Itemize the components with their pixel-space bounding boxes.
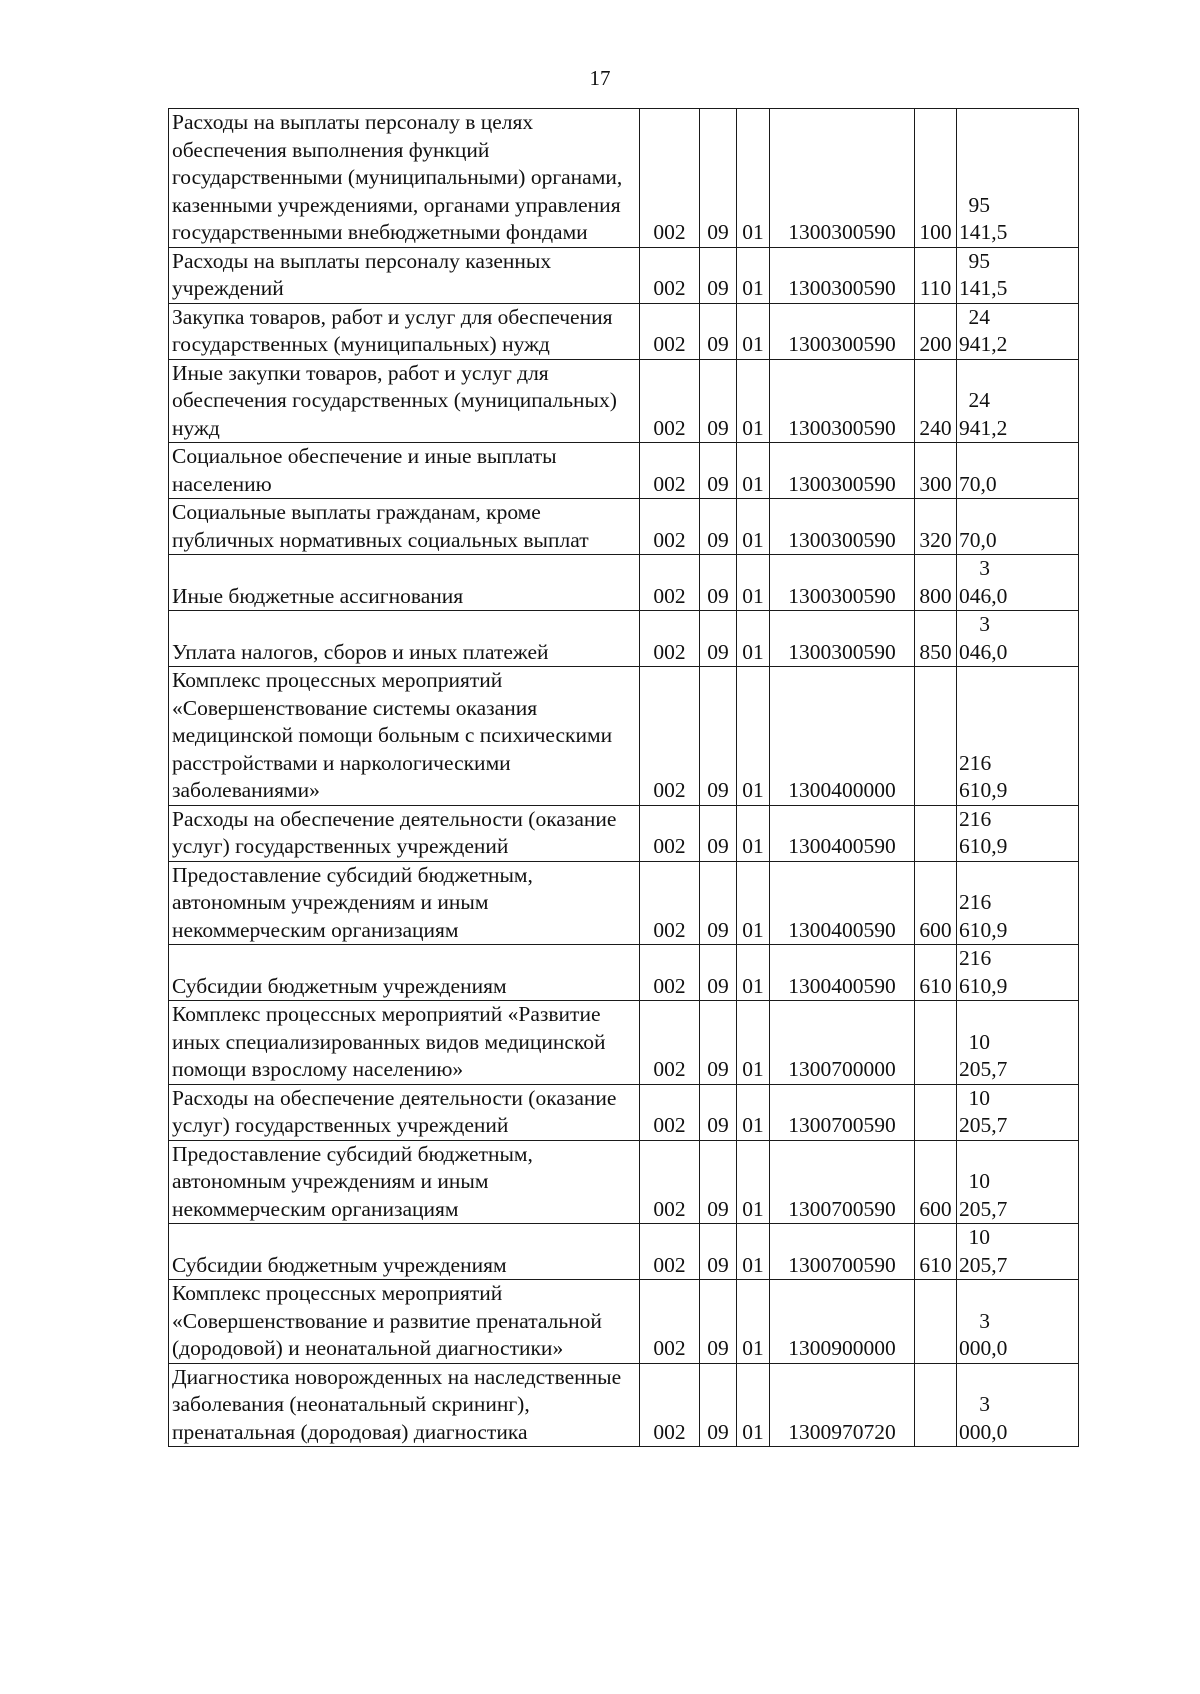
table-row bbox=[169, 1084, 1079, 1140]
row-gr: 002 bbox=[640, 1084, 700, 1140]
row-sum: 3 046,0 bbox=[957, 555, 1079, 611]
row-rz: 09 bbox=[700, 499, 737, 555]
row-cs: 1300400590 bbox=[770, 805, 915, 861]
row-name: Иные бюджетные ассигнования bbox=[169, 555, 640, 611]
row-rz: 09 bbox=[700, 1001, 737, 1085]
row-vr: 850 bbox=[915, 611, 957, 667]
row-gr: 002 bbox=[640, 359, 700, 443]
row-sum: 10 205,7 bbox=[957, 1224, 1079, 1280]
row-pr: 01 bbox=[737, 109, 770, 248]
table-row bbox=[169, 667, 1079, 806]
row-cs: 1300300590 bbox=[770, 611, 915, 667]
row-cs: 1300900000 bbox=[770, 1280, 915, 1364]
row-sum: 3 046,0 bbox=[957, 611, 1079, 667]
row-name: Комплекс процессных мероприятий «Совершенствование и развитие пренатальной (дородовой) и неонатальной диагностики» bbox=[169, 1280, 640, 1364]
row-vr bbox=[915, 1363, 957, 1447]
row-vr bbox=[915, 667, 957, 806]
table-row bbox=[169, 611, 1079, 667]
row-name: Диагностика новорожденных на наследственные заболевания (неонатальный скрининг), пренатальная (дородовая) диагностика bbox=[169, 1363, 640, 1447]
table-row bbox=[169, 1001, 1079, 1085]
row-rz: 09 bbox=[700, 359, 737, 443]
row-rz: 09 bbox=[700, 861, 737, 945]
row-sum: 216 610,9 bbox=[957, 805, 1079, 861]
row-name: Предоставление субсидий бюджетным, автономным учреждениям и иным некоммерческим организациям bbox=[169, 1140, 640, 1224]
row-sum: 10 205,7 bbox=[957, 1140, 1079, 1224]
row-vr bbox=[915, 1084, 957, 1140]
table-row bbox=[169, 861, 1079, 945]
row-gr: 002 bbox=[640, 945, 700, 1001]
row-cs: 1300700000 bbox=[770, 1001, 915, 1085]
row-rz: 09 bbox=[700, 443, 737, 499]
row-name: Расходы на обеспечение деятельности (оказание услуг) государственных учреждений bbox=[169, 805, 640, 861]
row-name: Социальные выплаты гражданам, кроме публичных нормативных социальных выплат bbox=[169, 499, 640, 555]
row-pr: 01 bbox=[737, 247, 770, 303]
row-vr: 110 bbox=[915, 247, 957, 303]
table-row bbox=[169, 109, 1079, 248]
row-cs: 1300300590 bbox=[770, 359, 915, 443]
row-vr: 610 bbox=[915, 945, 957, 1001]
row-pr: 01 bbox=[737, 443, 770, 499]
row-pr: 01 bbox=[737, 805, 770, 861]
row-rz: 09 bbox=[700, 805, 737, 861]
row-pr: 01 bbox=[737, 667, 770, 806]
table-row bbox=[169, 1280, 1079, 1364]
row-rz: 09 bbox=[700, 611, 737, 667]
row-cs: 1300700590 bbox=[770, 1140, 915, 1224]
row-vr bbox=[915, 805, 957, 861]
row-pr: 01 bbox=[737, 945, 770, 1001]
row-cs: 1300300590 bbox=[770, 499, 915, 555]
row-gr: 002 bbox=[640, 861, 700, 945]
table-row bbox=[169, 805, 1079, 861]
row-cs: 1300300590 bbox=[770, 303, 915, 359]
row-gr: 002 bbox=[640, 611, 700, 667]
row-sum: 24 941,2 bbox=[957, 359, 1079, 443]
row-name: Расходы на обеспечение деятельности (оказание услуг) государственных учреждений bbox=[169, 1084, 640, 1140]
row-gr: 002 bbox=[640, 667, 700, 806]
row-cs: 1300300590 bbox=[770, 555, 915, 611]
row-vr: 610 bbox=[915, 1224, 957, 1280]
row-gr: 002 bbox=[640, 443, 700, 499]
row-cs: 1300400590 bbox=[770, 945, 915, 1001]
row-name: Закупка товаров, работ и услуг для обеспечения государственных (муниципальных) нужд bbox=[169, 303, 640, 359]
row-vr bbox=[915, 1280, 957, 1364]
row-rz: 09 bbox=[700, 303, 737, 359]
row-vr: 240 bbox=[915, 359, 957, 443]
row-vr: 800 bbox=[915, 555, 957, 611]
row-sum: 95 141,5 bbox=[957, 247, 1079, 303]
table-row bbox=[169, 247, 1079, 303]
row-cs: 1300700590 bbox=[770, 1224, 915, 1280]
row-name: Расходы на выплаты персоналу казенных учреждений bbox=[169, 247, 640, 303]
row-rz: 09 bbox=[700, 945, 737, 1001]
row-sum: 10 205,7 bbox=[957, 1001, 1079, 1085]
row-gr: 002 bbox=[640, 1224, 700, 1280]
table-row bbox=[169, 359, 1079, 443]
row-name: Субсидии бюджетным учреждениям bbox=[169, 945, 640, 1001]
row-rz: 09 bbox=[700, 667, 737, 806]
row-name: Расходы на выплаты персоналу в целях обеспечения выполнения функций государственными (муниципальными) органами, казенными учреждениями, органами управления государственными внебюджетными фондами bbox=[169, 109, 640, 248]
row-gr: 002 bbox=[640, 805, 700, 861]
row-sum: 95 141,5 bbox=[957, 109, 1079, 248]
row-gr: 002 bbox=[640, 303, 700, 359]
row-pr: 01 bbox=[737, 861, 770, 945]
row-name: Социальное обеспечение и иные выплаты населению bbox=[169, 443, 640, 499]
row-rz: 09 bbox=[700, 1363, 737, 1447]
row-sum: 216 610,9 bbox=[957, 861, 1079, 945]
row-cs: 1300300590 bbox=[770, 443, 915, 499]
row-sum: 216 610,9 bbox=[957, 667, 1079, 806]
table-row bbox=[169, 1224, 1079, 1280]
row-pr: 01 bbox=[737, 359, 770, 443]
budget-table bbox=[168, 108, 1079, 1447]
row-cs: 1300300590 bbox=[770, 109, 915, 248]
row-rz: 09 bbox=[700, 1140, 737, 1224]
page-number: 17 bbox=[589, 66, 611, 90]
row-vr: 600 bbox=[915, 861, 957, 945]
row-gr: 002 bbox=[640, 109, 700, 248]
row-name: Предоставление субсидий бюджетным, автономным учреждениям и иным некоммерческим организациям bbox=[169, 861, 640, 945]
row-pr: 01 bbox=[737, 1363, 770, 1447]
row-sum: 10 205,7 bbox=[957, 1084, 1079, 1140]
row-pr: 01 bbox=[737, 303, 770, 359]
table-row bbox=[169, 1363, 1079, 1447]
table-row bbox=[169, 499, 1079, 555]
row-rz: 09 bbox=[700, 247, 737, 303]
row-rz: 09 bbox=[700, 1084, 737, 1140]
table-row bbox=[169, 303, 1079, 359]
row-sum: 3 000,0 bbox=[957, 1363, 1079, 1447]
table-row bbox=[169, 945, 1079, 1001]
row-gr: 002 bbox=[640, 499, 700, 555]
row-pr: 01 bbox=[737, 1001, 770, 1085]
row-sum: 70,0 bbox=[957, 443, 1079, 499]
row-vr: 300 bbox=[915, 443, 957, 499]
row-pr: 01 bbox=[737, 1140, 770, 1224]
row-gr: 002 bbox=[640, 555, 700, 611]
row-rz: 09 bbox=[700, 555, 737, 611]
row-name: Комплекс процессных мероприятий «Развитие иных специализированных видов медицинской помощи взрослому населению» bbox=[169, 1001, 640, 1085]
row-name: Уплата налогов, сборов и иных платежей bbox=[169, 611, 640, 667]
row-sum: 216 610,9 bbox=[957, 945, 1079, 1001]
row-sum: 3 000,0 bbox=[957, 1280, 1079, 1364]
row-name: Иные закупки товаров, работ и услуг для обеспечения государственных (муниципальных) нужд bbox=[169, 359, 640, 443]
row-vr bbox=[915, 1001, 957, 1085]
row-cs: 1300400000 bbox=[770, 667, 915, 806]
row-rz: 09 bbox=[700, 1224, 737, 1280]
row-pr: 01 bbox=[737, 499, 770, 555]
row-pr: 01 bbox=[737, 1280, 770, 1364]
row-cs: 1300300590 bbox=[770, 247, 915, 303]
row-cs: 1300700590 bbox=[770, 1084, 915, 1140]
row-name: Субсидии бюджетным учреждениям bbox=[169, 1224, 640, 1280]
row-pr: 01 bbox=[737, 1084, 770, 1140]
table-row bbox=[169, 443, 1079, 499]
row-vr: 320 bbox=[915, 499, 957, 555]
row-pr: 01 bbox=[737, 555, 770, 611]
row-cs: 1300970720 bbox=[770, 1363, 915, 1447]
row-pr: 01 bbox=[737, 611, 770, 667]
row-gr: 002 bbox=[640, 1001, 700, 1085]
row-gr: 002 bbox=[640, 1280, 700, 1364]
row-name: Комплекс процессных мероприятий «Совершенствование системы оказания медицинской помощи больным с психическими расстройствами и наркологическими заболеваниями» bbox=[169, 667, 640, 806]
table-row bbox=[169, 1140, 1079, 1224]
row-gr: 002 bbox=[640, 1363, 700, 1447]
table-row bbox=[169, 555, 1079, 611]
row-pr: 01 bbox=[737, 1224, 770, 1280]
row-rz: 09 bbox=[700, 1280, 737, 1364]
row-gr: 002 bbox=[640, 247, 700, 303]
row-cs: 1300400590 bbox=[770, 861, 915, 945]
row-sum: 70,0 bbox=[957, 499, 1079, 555]
row-vr: 100 bbox=[915, 109, 957, 248]
row-gr: 002 bbox=[640, 1140, 700, 1224]
row-rz: 09 bbox=[700, 109, 737, 248]
row-vr: 200 bbox=[915, 303, 957, 359]
row-vr: 600 bbox=[915, 1140, 957, 1224]
budget-table-body bbox=[169, 109, 1079, 1447]
row-sum: 24 941,2 bbox=[957, 303, 1079, 359]
